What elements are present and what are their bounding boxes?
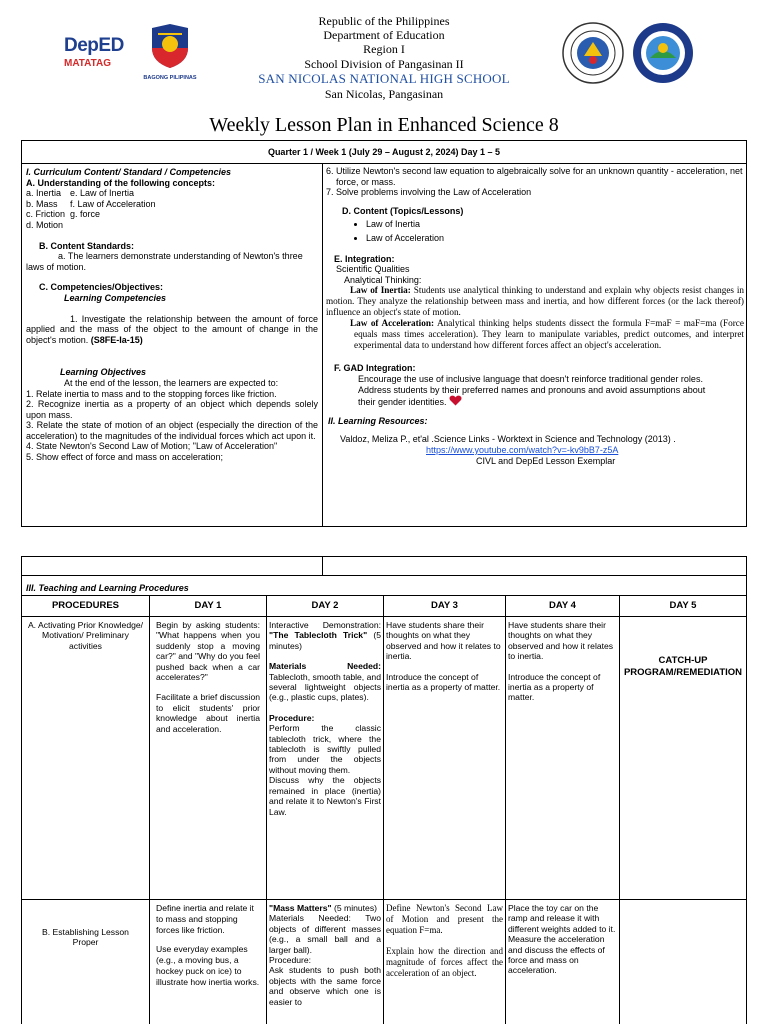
row-b-day3 xyxy=(384,900,506,1024)
day3-share: Have students share their thoughts on what they observed and how it relates to inertia. xyxy=(386,620,501,662)
objective-item: 5. Show effect of force and mass on acceleration; xyxy=(26,452,223,463)
concept-row: b. Mass f. Law of Acceleration xyxy=(26,198,156,209)
header-region: Region I xyxy=(363,42,405,56)
heart-icon xyxy=(449,395,462,406)
day2-demo: Interactive Demonstration: "The Tablecloth Trick" (5 minutes) xyxy=(269,620,381,651)
scientific-qualities: Scientific Qualities xyxy=(336,264,410,275)
resource-link-row xyxy=(326,445,744,456)
day2-mass-procedure-label: Procedure: xyxy=(269,955,312,966)
row-b-day5 xyxy=(620,900,747,1024)
day4-share: Have students share their thoughts on what they observed and how it relates to inertia. xyxy=(508,620,614,662)
header-day3: DAY 3 xyxy=(384,596,506,617)
objective-item: 2. Recognize inertia as a property of an object which depends solely upon mass. xyxy=(26,399,318,420)
day2-mass-matters: "Mass Matters" (5 minutes) xyxy=(269,903,377,913)
objective-item: 1. Relate inertia to mass and to the stopping forces like friction. xyxy=(26,388,277,399)
gad-heading: F. GAD Integration: xyxy=(334,363,416,374)
blank-cell xyxy=(22,557,323,576)
header-procedures: PROCEDURES xyxy=(22,596,150,617)
blank-cell xyxy=(323,557,747,576)
acceleration-integration: Law of Acceleration: Analytical thinking helps students dissect the formula F=maF = maF=ma (Force equals mass times acceleration). They learn to manipulate variables, predict outcomes, and interpret experimental data to understand how different forces affect an object's acceleration. xyxy=(350,318,744,351)
row-b-day4 xyxy=(506,900,620,1024)
objective-item: 4. State Newton's Second Law of Motion; "Law of Acceleration" xyxy=(26,441,278,452)
learning-competencies-heading: Learning Competencies xyxy=(64,292,167,303)
column-divider xyxy=(322,164,323,526)
left-column xyxy=(26,167,318,463)
content-standards-heading: B. Content Standards: xyxy=(39,240,135,251)
row-b-day2 xyxy=(267,900,384,1024)
inertia-label: Law of Inertia: xyxy=(350,285,411,296)
day3-direction: Explain how the direction and magnitude of forces affect the acceleration of an object. xyxy=(386,946,503,978)
acceleration-label: Law of Acceleration: xyxy=(350,318,434,329)
procedures-section-title: III. Teaching and Learning Procedures xyxy=(26,583,189,593)
day1-examples: Use everyday examples (e.g., a moving bus, a hockey puck on ice) to illustrate how inertia works. xyxy=(156,944,260,987)
header-town: San Nicolas, Pangasinan xyxy=(324,87,444,101)
objective-item-7: 7. Solve problems involving the Law of Acceleration xyxy=(326,187,532,198)
integration-heading: E. Integration: xyxy=(334,253,395,264)
concepts-list xyxy=(26,188,318,230)
resource-youtube-link[interactable]: https://www.youtube.com/watch?v=-kv9bB7-z5A xyxy=(426,444,619,455)
learning-resources-heading: II. Learning Resources: xyxy=(328,415,428,426)
day2-procedure: Perform the classic tablecloth trick, where the tablecloth is swiftly pulled from under the objects without moving them. xyxy=(269,723,381,775)
row-a-day5 xyxy=(620,617,747,900)
inertia-integration: Law of Inertia: Students use analytical thinking to understand and explain why objects resist changes in motion. They analyze the relationship between mass and inertia, and how different forces (or the lack thereof) influence an object's state of motion. xyxy=(326,285,744,318)
topic-item: • Law of Inertia xyxy=(366,219,744,230)
header-day5: DAY 5 xyxy=(620,596,747,617)
quarter-row xyxy=(22,141,746,164)
section-row xyxy=(22,576,747,596)
learning-objectives-heading: Learning Objectives xyxy=(60,367,147,378)
analytical-thinking: Analytical Thinking: xyxy=(344,274,422,285)
competency-code: (S8FE-Ia-15) xyxy=(90,334,143,345)
curriculum-table xyxy=(21,140,747,527)
topics-list xyxy=(326,219,744,243)
day2-materials: Materials Needed: Tablecloth, smooth table, and several lightweight objects (e.g., plastic cups, plates). xyxy=(269,661,381,703)
quarter-label: Quarter 1 / Week 1 (July 29 – August 2, 2024) Day 1 – 5 xyxy=(267,147,501,157)
matatag-text: MATATAG xyxy=(64,58,112,69)
content-topics-heading: D. Content (Topics/Lessons) xyxy=(342,205,464,216)
content-standards-text: a. The learners demonstrate understanding of Newton's three laws of motion. xyxy=(26,251,303,272)
competencies-heading: C. Competencies/Objectives: xyxy=(39,282,164,293)
concept-row: a. Inertia e. Law of Inertia xyxy=(26,188,135,199)
header-department: Department of Education xyxy=(323,28,445,42)
topic-item: • Law of Acceleration xyxy=(366,233,744,244)
row-a-day2 xyxy=(267,617,384,900)
day4-measure: Measure the acceleration and discuss the effects of force and mass on acceleration. xyxy=(508,934,605,976)
competency-text: 1. Investigate the relationship between the amount of force applied and the mass of the object to the amount of change in the object's motion. (S8FE-Ia-15) xyxy=(26,313,318,345)
objective-item-6: 6. Utilize Newton's second law equation to algebraically solve for an unknown quantity - acceleration, net force, or mass. xyxy=(326,166,743,187)
header-day2: DAY 2 xyxy=(267,596,384,617)
page-title: Weekly Lesson Plan in Enhanced Science 8 xyxy=(209,114,559,136)
curriculum-heading: I. Curriculum Content/ Standard / Competencies xyxy=(26,167,232,177)
resource-exemplar: CIVL and DepEd Lesson Exemplar xyxy=(476,455,616,466)
bagong-pilipinas-text: BAGONG PILIPINAS xyxy=(143,75,197,81)
day4-concept: Introduce the concept of inertia as a property of matter. xyxy=(508,671,601,703)
day2-mass-procedure: Ask students to push both objects with the same force and observe which one is easier to xyxy=(269,965,381,1007)
day1-question: Begin by asking students: "What happens when you suddenly stop a moving car?" and "Why do you feel pushed back when a car accelerates?" xyxy=(156,620,260,683)
objectives-intro: At the end of the lesson, the learners are expected to: xyxy=(64,377,279,388)
day1-discussion: Facilitate a brief discussion to elicit students' prior knowledge about inertia and acceleration. xyxy=(156,692,260,734)
header-school-name: SAN NICOLAS NATIONAL HIGH SCHOOL xyxy=(258,71,510,86)
day2-discussion: Discuss why the objects remained in place (inertia) and relate it to Newton's First Law. xyxy=(269,775,381,817)
day4-toy-car: Place the toy car on the ramp and release it with different weights added to it. xyxy=(508,903,616,934)
header-day4: DAY 4 xyxy=(506,596,620,617)
row-a-day4 xyxy=(506,617,620,900)
row-a-label: A. Activating Prior Knowledge/ Motivation/ Preliminary activities xyxy=(22,617,150,900)
header-republic: Republic of the Philippines xyxy=(318,14,450,28)
day3-concept: Introduce the concept of inertia as a property of matter. xyxy=(386,671,501,693)
row-b-label: B. Establishing Lesson Proper xyxy=(22,900,150,1024)
concept-row: d. Motion xyxy=(26,219,64,230)
day1-define: Define inertia and relate it to mass and stopping forces like friction. xyxy=(156,903,254,935)
objective-item: 3. Relate the state of motion of an object (especially the direction of the acceleration) to the magnitudes of the individual forces which act upon it. xyxy=(26,420,318,441)
concept-row: c. Friction g. force xyxy=(26,209,101,220)
header-division: School Division of Pangasinan II xyxy=(304,57,464,71)
day2-mass-materials: Materials Needed: Two objects of different masses (e.g., a small ball and a larger ball). xyxy=(269,913,381,955)
deped-logo-text: DepED xyxy=(64,35,124,56)
header-day1: DAY 1 xyxy=(150,596,267,617)
day3-newton-law: Define Newton's Second Law of Motion and present the equation F=ma. xyxy=(386,903,503,935)
catch-up-label: CATCH-UP PROGRAM/REMEDIATION xyxy=(623,655,743,678)
understanding-heading: A. Understanding of the following concepts: xyxy=(26,177,215,188)
row-b-day1 xyxy=(150,900,267,1024)
row-a-day3 xyxy=(384,617,506,900)
day2-procedure-label: Procedure: xyxy=(269,712,315,723)
procedures-table xyxy=(21,556,747,1024)
resource-book: Valdoz, Meliza P., et'al .Science Links - Worktext in Science and Technology (2013) . xyxy=(340,434,676,445)
gad-text: Encourage the use of inclusive language that doesn't reinforce traditional gender roles. Address students by their preferred names and pronouns and avoid assumptions about their gender identities. xyxy=(358,373,706,408)
row-a-day1 xyxy=(150,617,267,900)
right-column xyxy=(326,166,744,466)
